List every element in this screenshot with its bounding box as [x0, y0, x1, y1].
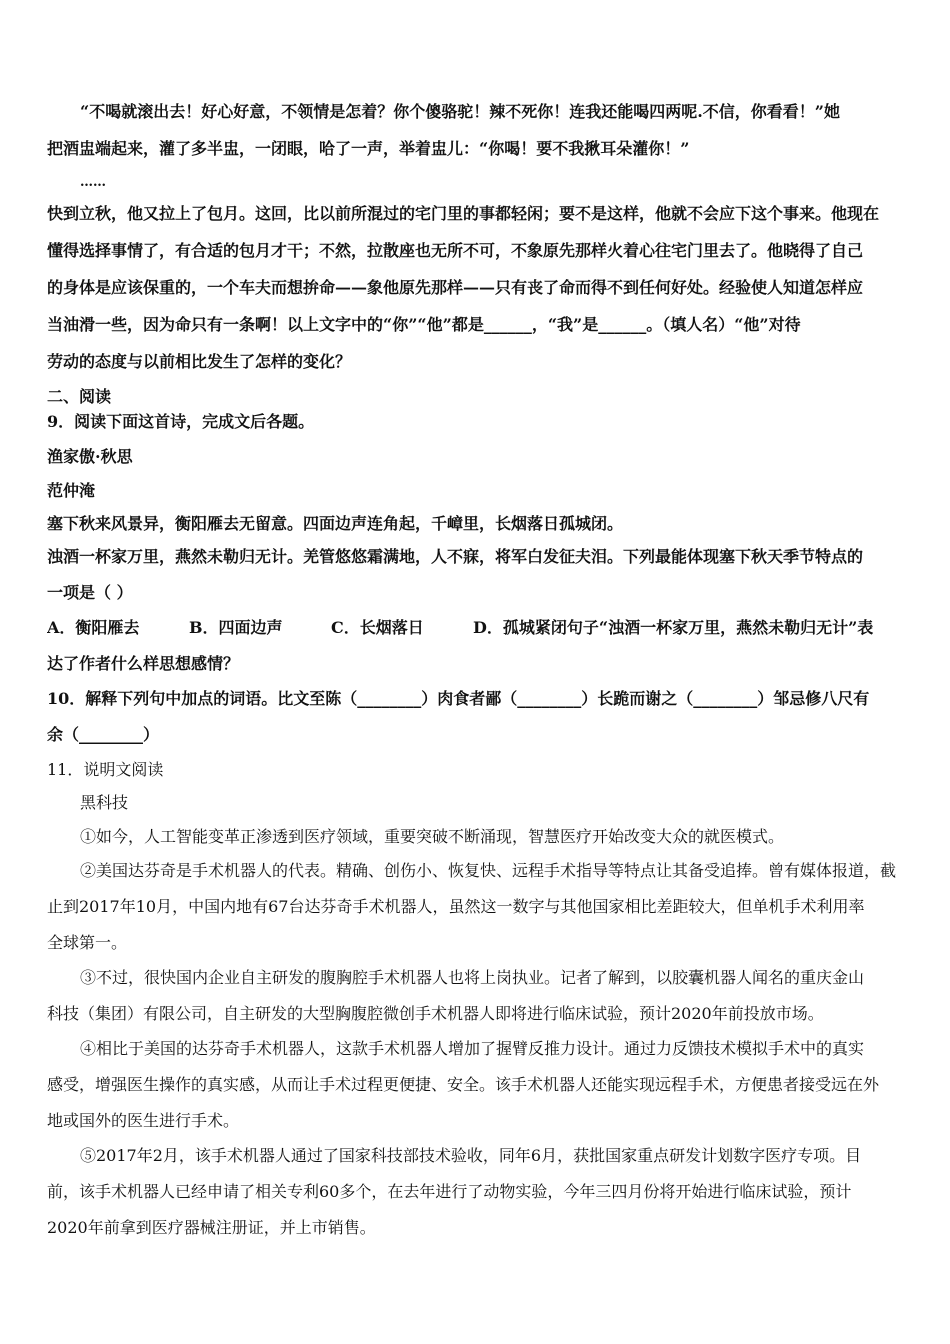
q9-poem-line-2: 浊酒一杯家万里，燕然未勒归无计。羌管悠悠霜满地，人不寐，将军白发征夫泪。下列最能体现塞下秋天季节特点的 — [47, 547, 864, 566]
q11-paragraph-2-line-1: ②美国达芬奇是手术机器人的代表。精确、创伤小、恢复快、远程手术指导等特点让其备受追捧。曾有媒体报道，截 — [80, 861, 897, 880]
q11-paragraph-1: ①如今，人工智能变革正渗透到医疗领域，重要突破不断涌现，智慧医疗开始改变大众的就医模式。 — [80, 827, 785, 846]
q9-question-line-1: 一项是（ ） — [47, 583, 133, 602]
q11-paragraph-3-line-1: ③不过，很快国内企业自主研发的腹胸腔手术机器人也将上岗执业。记者了解到，以胶囊机器人闻名的重庆金山 — [80, 968, 865, 987]
q11-paragraph-5-line-2: 前，该手术机器人已经申请了相关专利60多个，在去年进行了动物实验，今年三四月份将开始进行临床试验，预计 — [47, 1182, 852, 1201]
q11-article-title: 黑科技 — [80, 793, 129, 812]
q9-option-b: B．四面边声 — [189, 618, 283, 637]
passage-ellipsis: …… — [80, 175, 106, 190]
q9-question-line-2: 达了作者什么样思想感情？ — [47, 654, 240, 673]
passage-line-4: 懂得选择事情了，有合适的包月才干；不然，拉散座也无所不可，不象原先那样火着心往宅门里去了。他晓得了自己 — [47, 241, 864, 260]
q11-paragraph-4-line-1: ④相比于美国的达芬奇手术机器人，这款手术机器人增加了握臂反推力设计。通过力反馈技术模拟手术中的真实 — [80, 1039, 865, 1058]
passage-line-6: 当油滑一些，因为命只有一条啊！以上文字中的“你”“他”都是______，“我”是______。（填人名）“他”对待 — [47, 315, 801, 334]
q9-option-d: D．孤城紧闭句子“浊酒一杯家万里，燕然未勒归无计”表 — [473, 618, 874, 637]
q9-stem: 9．阅读下面这首诗，完成文后各题。 — [47, 412, 315, 431]
q9-poem-title: 渔家傲·秋思 — [47, 447, 133, 466]
q11-paragraph-4-line-2: 感受，增强医生操作的真实感，从而让手术过程更便捷、安全。该手术机器人还能实现远程手术，方便患者接受远在外 — [47, 1075, 880, 1094]
q9-options — [47, 617, 905, 639]
q11-paragraph-3-line-2: 科技（集团）有限公司，自主研发的大型胸腹腔微创手术机器人即将进行临床试验，预计2020年前投放市场。 — [47, 1004, 824, 1023]
q11-paragraph-2-line-3: 全球第一。 — [47, 933, 128, 952]
q11-stem: 11．说明文阅读 — [47, 760, 164, 779]
passage-line-2: 把酒盅端起来，灌了多半盅，一闭眼，哈了一声，举着盅儿：“你喝！要不我揪耳朵灌你！” — [47, 139, 690, 158]
passage-line-7: 劳动的态度与以前相比发生了怎样的变化？ — [47, 352, 352, 371]
q9-poem-author: 范仲淹 — [47, 481, 96, 500]
q10-line-1: 10．解释下列句中加点的词语。比文至陈（________）肉食者鄙（________）长跪而谢之（________）邹忌修八尺有 — [47, 689, 870, 708]
q9-option-a: A．衡阳雁去 — [47, 618, 140, 637]
section-heading-reading: 二、阅读 — [47, 387, 112, 406]
passage-line-1: “不喝就滚出去！好心好意，不领情是怎着？你个傻骆驼！辣不死你！连我还能喝四两呢.不信，你看看！”她 — [80, 102, 840, 121]
q11-paragraph-4-line-3: 地或国外的医生进行手术。 — [47, 1111, 240, 1130]
q11-paragraph-5-line-3: 2020年前拿到医疗器械注册证，并上市销售。 — [47, 1218, 376, 1237]
q11-paragraph-5-line-1: ⑤2017年2月，该手术机器人通过了国家科技部技术验收，同年6月，获批国家重点研发计划数字医疗专项。目 — [80, 1146, 862, 1165]
passage-line-3: 快到立秋，他又拉上了包月。这回，比以前所混过的宅门里的事都轻闲；要不是这样，他就不会应下这个事来。他现在 — [47, 204, 880, 223]
passage-line-5: 的身体是应该保重的，一个车夫而想拚命——象他原先那样——只有丧了命而得不到任何好处。经验使人知道怎样应 — [47, 278, 864, 297]
q9-option-c: C．长烟落日 — [331, 618, 424, 637]
q9-poem-line-1: 塞下秋来风景异，衡阳雁去无留意。四面边声连角起，千嶂里，长烟落日孤城闭。 — [47, 514, 624, 533]
q10-line-2: 余（________） — [47, 725, 160, 744]
q11-paragraph-2-line-2: 止到2017年10月，中国内地有67台达芬奇手术机器人，虽然这一数字与其他国家相比差距较大，但单机手术利用率 — [47, 897, 865, 916]
